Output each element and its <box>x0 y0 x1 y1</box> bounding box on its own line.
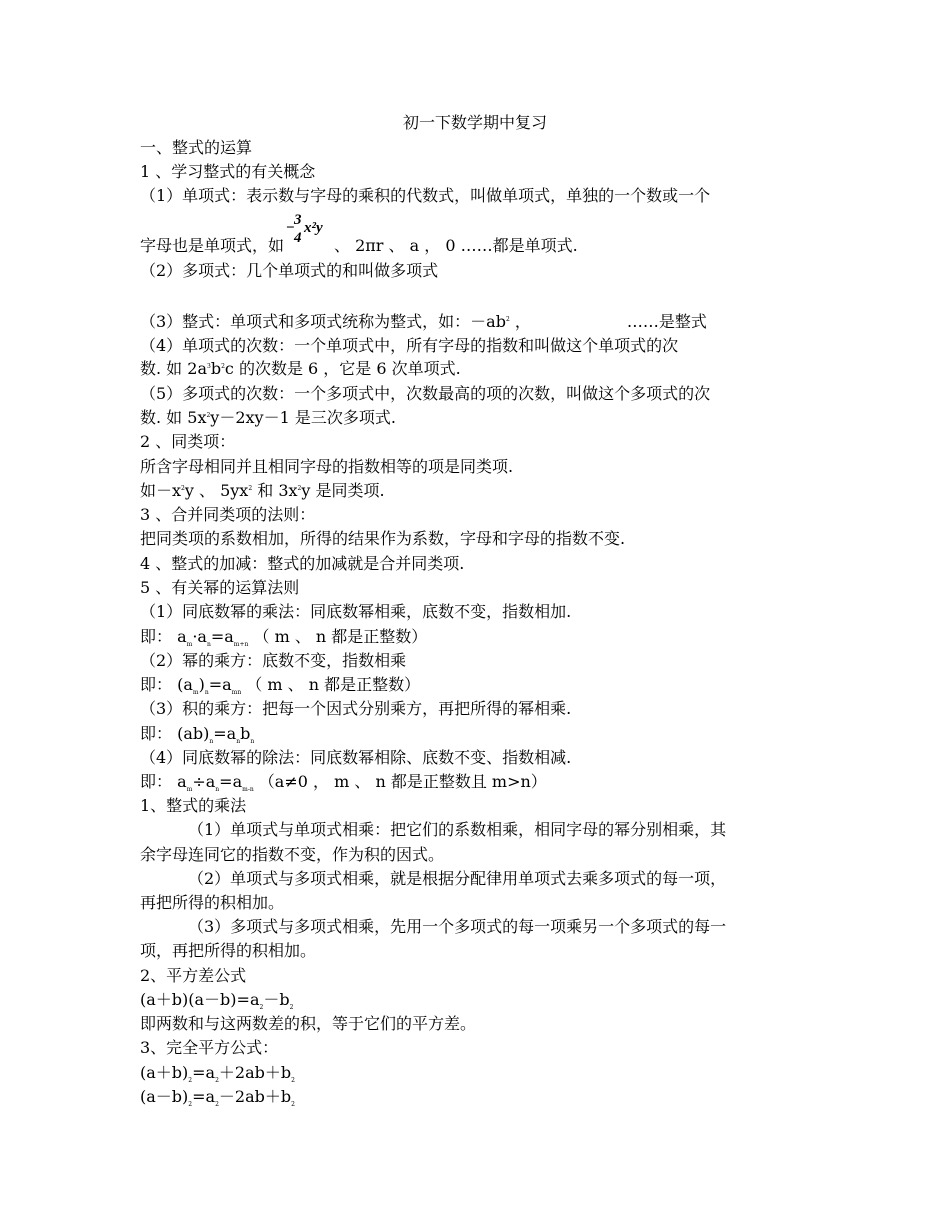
paragraph: 再把所得的积相加。 <box>140 893 285 912</box>
text: 数. 如 2a <box>140 359 207 378</box>
exponent: n <box>215 786 220 794</box>
text: =a <box>219 772 243 791</box>
text: ……是整式 <box>626 312 707 331</box>
exponent: n <box>206 641 211 649</box>
section-heading: 1、整式的乘法 <box>140 796 247 815</box>
exponent: 3 <box>206 363 211 370</box>
rule-power-of-product: （3）积的乘方：把每一个因式分别乘方，再把所得的幂相乘. <box>140 699 572 718</box>
text: －2ab＋b <box>218 1087 292 1106</box>
paragraph: 即两数和与这两数差的积，等于它们的平方差。 <box>140 1014 477 1033</box>
formula <box>140 1063 295 1083</box>
exponent: 2 <box>188 1101 193 1109</box>
exponent: 2 <box>181 485 185 492</box>
exponent: 2 <box>188 1077 193 1085</box>
section-heading: 一、整式的运算 <box>140 138 253 157</box>
formula <box>140 990 293 1010</box>
exponent: 2 <box>505 316 510 323</box>
exponent: 2 <box>259 1004 264 1012</box>
text: ) <box>198 675 205 694</box>
exponent: 2 <box>215 1077 219 1085</box>
text: (a＋b)(a－b)=a <box>140 990 260 1009</box>
definition-monomial: （1）单项式：表示数与字母的乘积的代数式，叫做单项式，单独的一个数或一个 <box>140 186 711 205</box>
exponent: 2 <box>291 1101 295 1109</box>
formula <box>140 627 427 647</box>
definition-monomial-cont <box>140 236 578 256</box>
exponent: m <box>186 641 193 649</box>
text: c 的次数是 6 ，它是 6 次单项式. <box>224 359 461 378</box>
exponent: 2 <box>289 1004 294 1012</box>
text: b <box>210 359 222 378</box>
text: ÷a <box>192 772 216 791</box>
definition-integral-expression <box>140 312 707 332</box>
text: 和 3x <box>252 481 298 500</box>
text: 即： a <box>140 627 187 646</box>
paragraph: 项，再把所得的积相加。 <box>140 941 317 960</box>
rule-product-of-powers: （1）同底数幂的乘法：同底数幂相乘，底数不变，指数相加. <box>140 602 572 621</box>
section-heading: 2、平方差公式 <box>140 966 247 985</box>
formula <box>140 724 254 744</box>
subsection-heading: 2 、同类项： <box>140 432 236 451</box>
page-title: 初一下数学期中复习 <box>402 113 547 132</box>
paragraph: （2）单项式与多项式相乘，就是根据分配律用单项式去乘多项式的每一项， <box>188 869 727 888</box>
text: ＋2ab＋b <box>218 1063 292 1082</box>
fraction-sign: − <box>286 220 295 236</box>
text: ·a <box>192 627 207 646</box>
subsection-heading: 1 、学习整式的有关概念 <box>140 162 316 181</box>
exponent: m-n <box>242 786 254 794</box>
text: =a <box>213 724 237 743</box>
definition-degree-polynomial: （5）多项式的次数：一个多项式中，次数最高的项的次数，叫做这个多项式的次 <box>140 384 711 403</box>
paragraph: 余字母连同它的指数不变，作为积的因式。 <box>140 845 445 864</box>
subsection-heading: 3 、合并同类项的法则： <box>140 505 316 524</box>
text: （ m 、 n 都是正整数） <box>241 675 421 694</box>
rule-quotient-of-powers: （4）同底数幂的除法：同底数幂相除、底数不变、指数相减. <box>140 748 572 767</box>
text: b <box>240 724 251 743</box>
section-heading: 3、完全平方公式： <box>140 1038 279 1057</box>
exponent: 2 <box>206 412 211 419</box>
text: =a <box>210 627 234 646</box>
definition-degree-monomial: （4）单项式的次数：一个单项式中，所有字母的指数和叫做这个单项式的次 <box>140 336 679 355</box>
example-like-terms <box>140 481 385 501</box>
fraction-variable: x²y <box>304 220 323 236</box>
exponent: 2 <box>291 1077 295 1085</box>
formula <box>140 772 547 792</box>
text: =a <box>192 1063 216 1082</box>
exponent: m <box>186 786 193 794</box>
text: 即： (ab) <box>140 724 210 743</box>
text: =a <box>208 675 232 694</box>
exponent: n <box>204 689 209 697</box>
text: y－2xy－1 是三次多项式. <box>210 408 396 427</box>
rule-power-of-power: （2）幂的乘方：底数不变，指数相乘 <box>140 651 407 670</box>
definition-degree-polynomial-cont <box>140 408 396 428</box>
exponent: n <box>209 738 214 746</box>
text: 、 2πr 、 a ， 0 ……都是单项式. <box>334 236 578 255</box>
text: －b <box>263 990 290 1009</box>
text: (a－b) <box>140 1087 189 1106</box>
exponent: 2 <box>221 363 225 370</box>
definition-degree-monomial-cont <box>140 359 461 379</box>
exponent: 2 <box>248 485 253 492</box>
exponent: n <box>236 738 241 746</box>
text: （3）整式：单项式和多项式统称为整式，如：－ab <box>140 312 506 331</box>
formula <box>140 1087 295 1107</box>
exponent: 2 <box>215 1101 219 1109</box>
subsection-heading: 5 、有关幂的运算法则 <box>140 578 300 597</box>
fraction-numerator: 3 <box>294 212 302 228</box>
subsection-heading: 4 、整式的加减：整式的加减就是合并同类项. <box>140 554 465 573</box>
paragraph: （3）多项式与多项式相乘，先用一个多项式的每一项乘另一个多项式的每一 <box>188 917 727 936</box>
text: =a <box>192 1087 216 1106</box>
exponent: m <box>192 689 199 697</box>
exponent: 2 <box>297 485 302 492</box>
paragraph: 所含字母相同并且相同字母的指数相等的项是同类项. <box>140 457 514 476</box>
text: 字母也是单项式，如 <box>140 236 285 255</box>
fraction-denominator: 4 <box>294 230 302 246</box>
text: 如－x <box>140 481 182 500</box>
paragraph: 把同类项的系数相加，所得的结果作为系数，字母和字母的指数不变. <box>140 529 626 548</box>
text: 即： (a <box>140 675 193 694</box>
text: 即： a <box>140 772 187 791</box>
exponent: mn <box>231 689 242 697</box>
text: ， <box>509 312 531 331</box>
text: y 、 5yx <box>184 481 249 500</box>
text: （a≠0 ， m 、 n 都是正整数且 m>n） <box>253 772 547 791</box>
formula <box>140 675 420 695</box>
text: y 是同类项. <box>301 481 385 500</box>
text: （ m 、 n 都是正整数） <box>248 627 428 646</box>
exponent: m+n <box>233 641 249 649</box>
text: 数. 如 5x <box>140 408 207 427</box>
text: (a＋b) <box>140 1063 189 1082</box>
paragraph: （1）单项式与单项式相乘：把它们的系数相乘，相同字母的幂分别相乘，其 <box>188 820 727 839</box>
definition-polynomial: （2）多项式：几个单项式的和叫做多项式 <box>140 261 439 280</box>
exponent: n <box>250 738 255 746</box>
